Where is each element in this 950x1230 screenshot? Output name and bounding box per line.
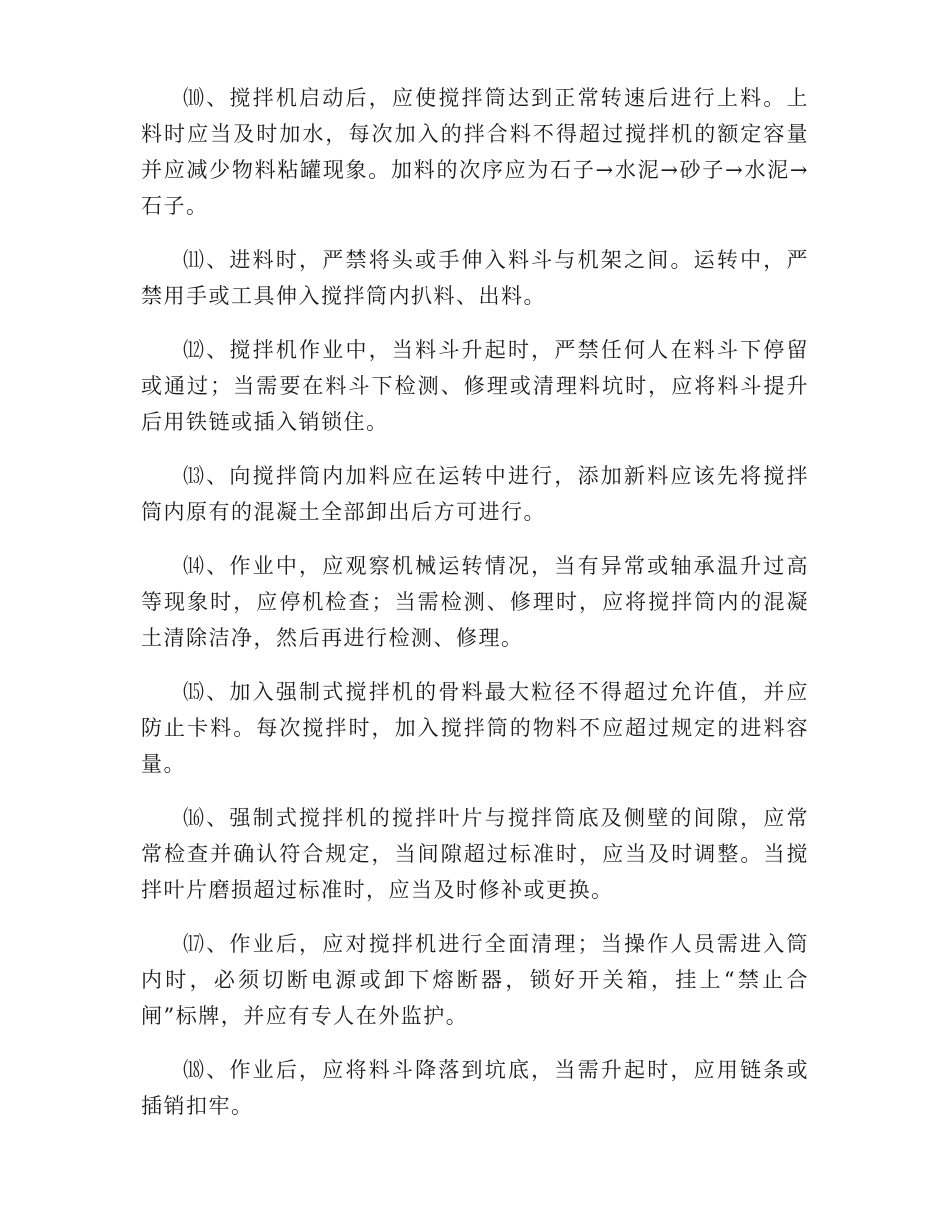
paragraph-14: ⒁、作业中，应观察机械运转情况，当有异常或轴承温升过高等现象时，应停机检查；当需检测、修理时，应将搅拌筒内的混凝土清除洁净，然后再进行检测、修理。 — [141, 554, 809, 650]
paragraph-12: ⑿、搅拌机作业中，当料斗升起时，严禁任何人在料斗下停留或通过；当需要在料斗下检测、修理或清理料坑时，应将料斗提升后用铁链或插入销锁住。 — [141, 338, 809, 434]
paragraph-18: ⒅、作业后，应将料斗降落到坑底，当需升起时，应用链条或插销扣牢。 — [141, 1058, 809, 1118]
paragraph-16: ⒃、强制式搅拌机的搅拌叶片与搅拌筒底及侧壁的间隙，应常常检查并确认符合规定，当间隙超过标准时，应当及时调整。当搅拌叶片磨损超过标准时，应当及时修补或更换。 — [141, 806, 809, 902]
paragraph-15: ⒂、加入强制式搅拌机的骨料最大粒径不得超过允许值，并应防止卡料。每次搅拌时，加入搅拌筒的物料不应超过规定的进料容量。 — [141, 680, 809, 776]
paragraph-11: ⑾、进料时，严禁将头或手伸入料斗与机架之间。运转中，严禁用手或工具伸入搅拌筒内扒料、出料。 — [141, 248, 809, 308]
document-body — [141, 80, 809, 1142]
paragraph-17: ⒄、作业后，应对搅拌机进行全面清理；当操作人员需进入筒内时，必须切断电源或卸下熔断器，锁好开关箱，挂上“禁止合闸”标牌，并应有专人在外监护。 — [141, 932, 809, 1028]
paragraph-10: ⑽、搅拌机启动后，应使搅拌筒达到正常转速后进行上料。上料时应当及时加水，每次加入的拌合料不得超过搅拌机的额定容量并应减少物料粘罐现象。加料的次序应为石子→水泥→砂子→水泥→石子。 — [141, 86, 809, 218]
paragraph-13: ⒀、向搅拌筒内加料应在运转中进行，添加新料应该先将搅拌筒内原有的混凝土全部卸出后方可进行。 — [141, 464, 809, 524]
